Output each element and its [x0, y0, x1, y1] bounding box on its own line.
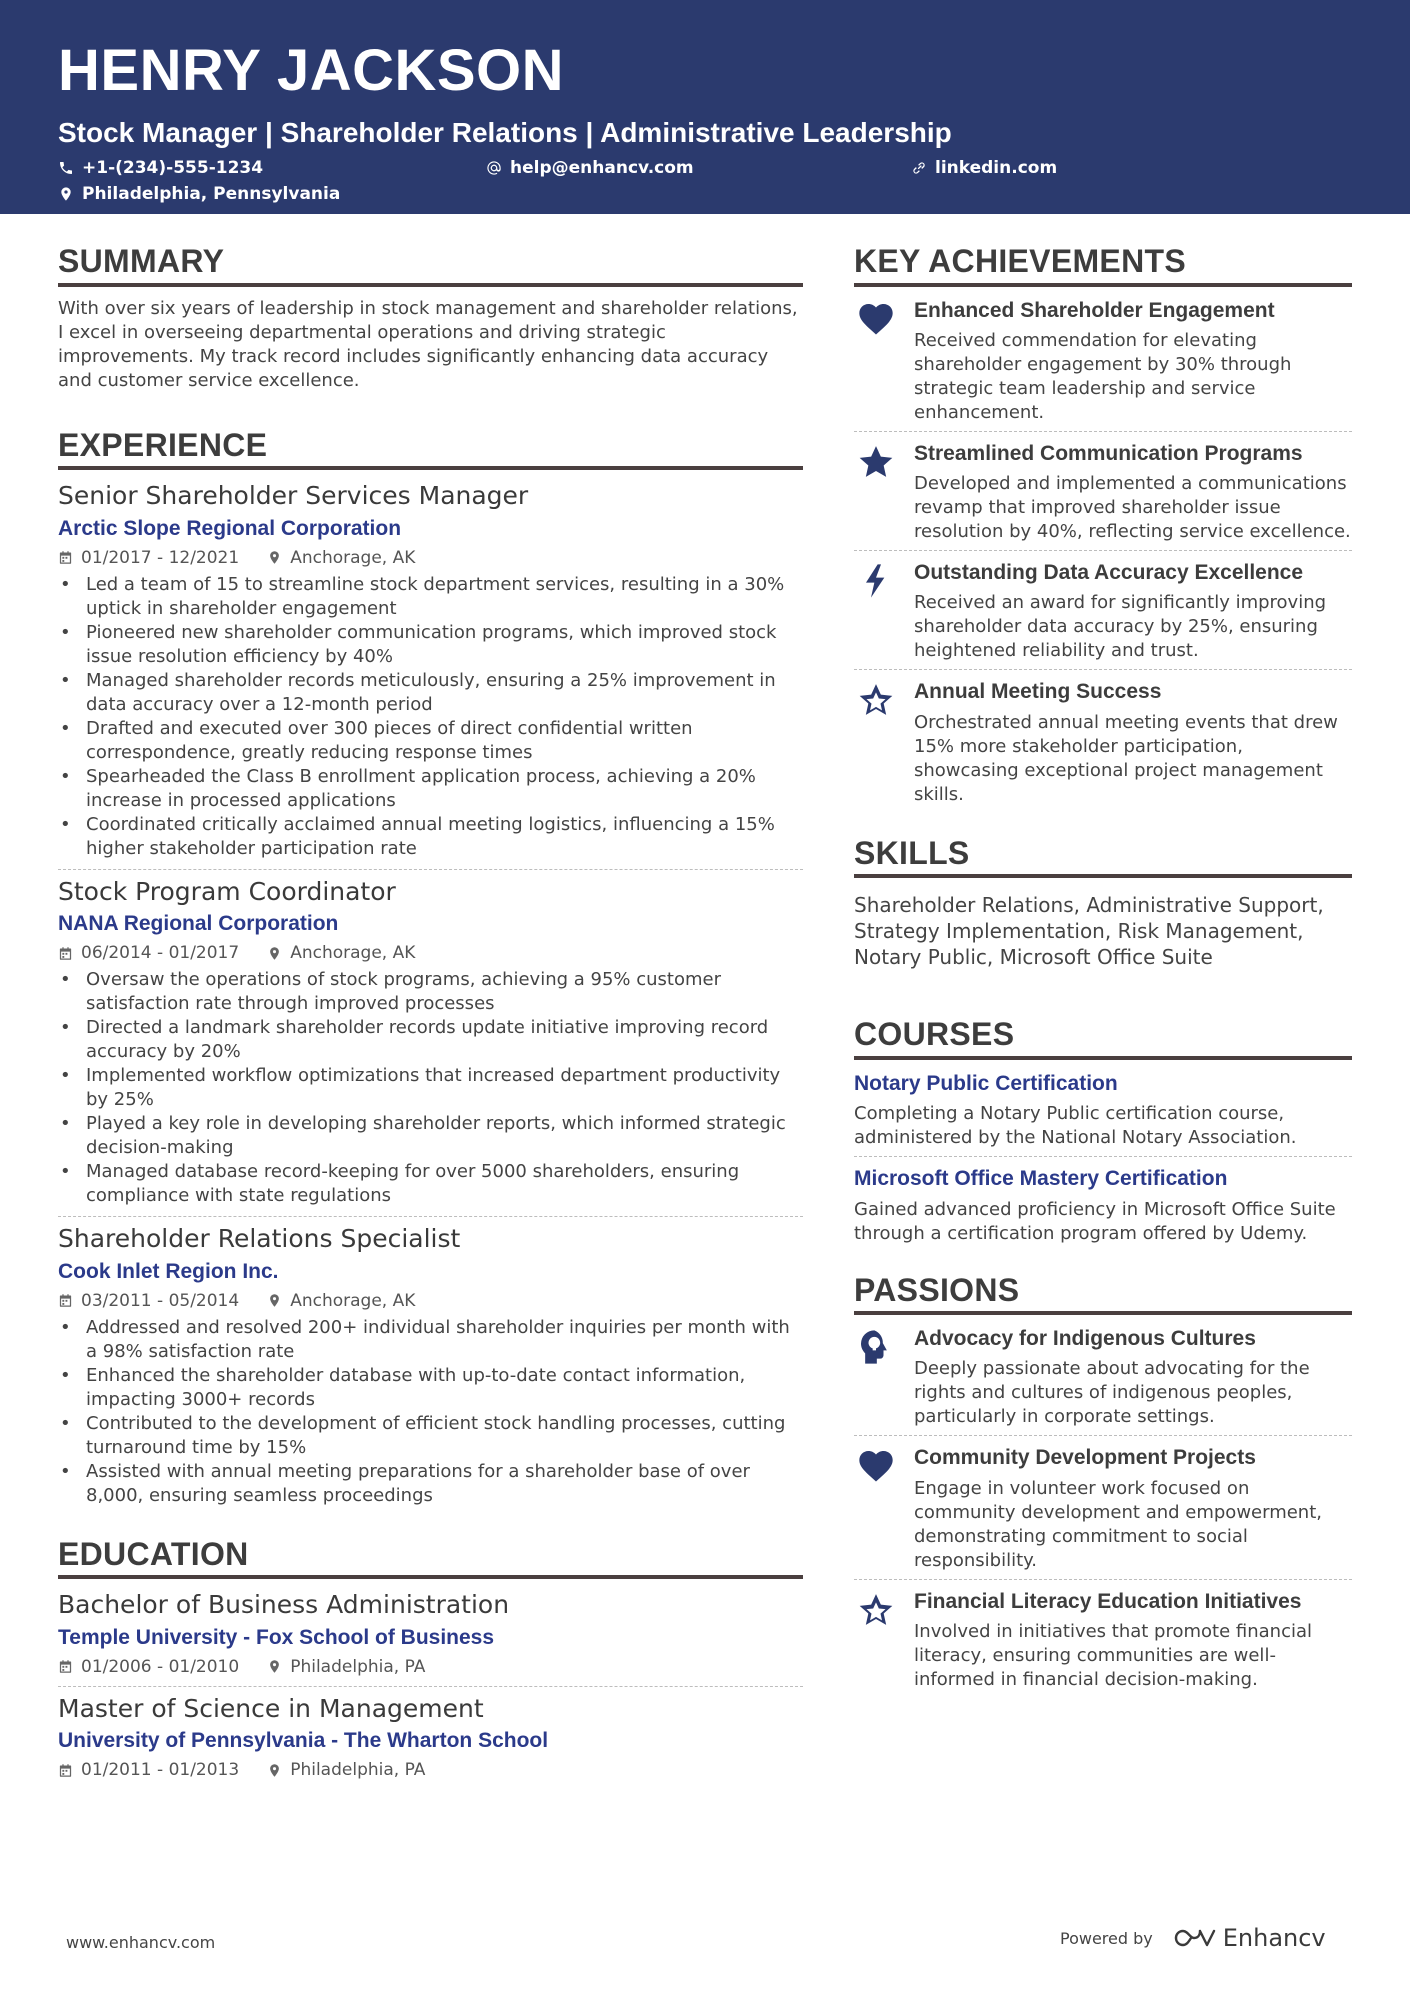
link-icon	[911, 160, 927, 176]
divider	[854, 669, 1352, 670]
passion-icon-wrap	[854, 1444, 898, 1572]
star-icon	[856, 442, 896, 482]
achievement-desc: Orchestrated annual meeting events that drew 15% more stakeholder participation, showcasing exceptional project management skills.	[914, 711, 1338, 805]
dates-text: 06/2014 - 01/2017	[81, 943, 240, 964]
location-text: Philadelphia, Pennsylvania	[82, 183, 341, 204]
bullet-item: • Managed shareholder records meticulously, ensuring a 25% improvement in data accuracy over a 12-month period	[58, 669, 803, 717]
bullet-item: • Oversaw the operations of stock programs, achieving a 95% customer satisfaction rate through improved processes	[58, 968, 803, 1016]
location-pin-icon	[267, 1293, 282, 1308]
location-text: Anchorage, AK	[290, 547, 416, 568]
achievement-title: Outstanding Data Accuracy Excellence	[914, 561, 1304, 585]
calendar-icon	[58, 946, 73, 961]
passion-desc: Deeply passionate about advocating for the rights and cultures of indigenous peoples, particularly in corporate settings.	[914, 1358, 1310, 1428]
divider	[58, 869, 803, 870]
achievement-item	[854, 559, 1352, 663]
course-title: Notary Public Certification	[854, 1071, 1118, 1095]
location-text: Anchorage, AK	[290, 943, 416, 964]
school-name: University of Pennsylvania - The Wharton School	[58, 1729, 549, 1753]
at-sign-icon	[486, 160, 502, 176]
summary-text: With over six years of leadership in stock management and shareholder relations, I excel in overseeing departmental operations and driving strategic improvements. My track record includes significantly enhancing data accuracy and customer service excellence.	[58, 297, 798, 391]
bullet-item: • Played a key role in developing shareholder reports, which informed strategic decision-making	[58, 1112, 803, 1160]
contact-row	[58, 158, 1352, 184]
passion-title: Financial Literacy Education Initiatives	[914, 1589, 1302, 1613]
company-name: NANA Regional Corporation	[58, 912, 339, 936]
bullet-item: • Spearheaded the Class B enrollment application process, achieving a 20% increase in processed applications	[58, 765, 803, 813]
passion-icon-wrap	[854, 1325, 898, 1429]
job-meta	[58, 1290, 803, 1312]
divider	[58, 1686, 803, 1687]
job-bullets	[58, 1316, 803, 1508]
footer-branding	[1060, 1924, 1326, 1952]
job-title: Shareholder Relations Specialist	[58, 1224, 461, 1254]
achievement-desc: Received an award for significantly improving shareholder data accuracy by 25%, ensuring heightened reliability and trust.	[914, 592, 1327, 662]
course-title: Microsoft Office Mastery Certification	[854, 1167, 1228, 1191]
education-location	[267, 1760, 425, 1780]
achievement-icon-wrap	[854, 678, 898, 806]
location-pin-icon	[267, 550, 282, 565]
course-desc: Gained advanced proficiency in Microsoft Office Suite through a certification program offered by Udemy.	[854, 1198, 1336, 1244]
location-row	[58, 184, 1352, 210]
calendar-icon	[58, 1659, 73, 1674]
brand-name: Enhancv	[1222, 1924, 1326, 1952]
achievement-title: Annual Meeting Success	[914, 680, 1162, 704]
location-contact	[58, 184, 340, 204]
linkedin-contact[interactable]	[911, 158, 1057, 178]
bullet-item: • Implemented workflow optimizations that increased department productivity by 25%	[58, 1064, 803, 1112]
job-dates	[58, 943, 239, 963]
education-dates	[58, 1760, 239, 1780]
heart-icon	[856, 1446, 896, 1486]
divider	[854, 1435, 1352, 1436]
job-meta	[58, 547, 803, 569]
education-meta	[58, 1759, 803, 1781]
divider	[854, 550, 1352, 551]
calendar-icon	[58, 550, 73, 565]
linkedin-text: linkedin.com	[935, 157, 1058, 178]
degree-title: Master of Science in Management	[58, 1693, 484, 1723]
achievement-title: Enhanced Shareholder Engagement	[914, 298, 1275, 322]
degree-title: Bachelor of Business Administration	[58, 1590, 510, 1620]
location-pin-icon	[58, 186, 74, 202]
job-title: Senior Shareholder Services Manager	[58, 481, 529, 511]
dates-text: 01/2006 - 01/2010	[81, 1656, 240, 1677]
left-column	[58, 245, 803, 1781]
passion-item	[854, 1325, 1352, 1429]
email-contact[interactable]	[486, 158, 694, 178]
experience-entry	[58, 480, 803, 861]
passion-desc: Involved in initiatives that promote financial literacy, ensuring communities are well-informed in financial decision-making.	[914, 1621, 1313, 1691]
bullet-item: • Managed database record-keeping for over 5000 shareholders, ensuring compliance with state regulations	[58, 1160, 803, 1208]
location-text: Philadelphia, PA	[290, 1656, 426, 1677]
achievement-desc: Received commendation for elevating shareholder engagement by 30% through strategic team leadership and service enhancement.	[914, 329, 1292, 423]
education-entry	[58, 1693, 803, 1782]
job-meta	[58, 942, 803, 964]
achievement-item	[854, 678, 1352, 806]
divider	[58, 1216, 803, 1217]
achievement-icon-wrap	[854, 440, 898, 544]
resume-header	[0, 0, 1410, 214]
bullet-item: • Assisted with annual meeting preparations for a shareholder base of over 8,000, ensuring seamless proceedings	[58, 1460, 803, 1508]
achievement-desc: Developed and implemented a communications revamp that improved shareholder issue resolution by 40%, reflecting service excellence.	[914, 473, 1351, 543]
job-title: Stock Program Coordinator	[58, 876, 396, 906]
email-text: help@enhancv.com	[510, 157, 694, 178]
bullet-item: • Pioneered new shareholder communication programs, which improved stock issue resolution efficiency by 40%	[58, 621, 803, 669]
skills-heading: SKILLS	[854, 837, 1352, 879]
course-item	[854, 1070, 1352, 1150]
location-pin-icon	[267, 1763, 282, 1778]
passion-title: Community Development Projects	[914, 1446, 1256, 1470]
powered-by-text: Powered by	[1060, 1928, 1153, 1948]
achievement-item	[854, 297, 1352, 425]
job-bullets	[58, 573, 803, 861]
passions-heading: PASSIONS	[854, 1274, 1352, 1316]
phone-text: +1-(234)-555-1234	[82, 157, 264, 178]
location-pin-icon	[267, 1659, 282, 1674]
company-name: Arctic Slope Regional Corporation	[58, 516, 402, 540]
divider	[854, 1579, 1352, 1580]
divider	[854, 431, 1352, 432]
enhancv-logo[interactable]	[1173, 1924, 1326, 1952]
bullet-item: • Enhanced the shareholder database with up-to-date contact information, impacting 3000+ records	[58, 1364, 803, 1412]
footer-website[interactable]: www.enhancv.com	[66, 1933, 216, 1952]
achievement-item	[854, 440, 1352, 544]
location-pin-icon	[267, 946, 282, 961]
enhancv-logo-icon	[1173, 1926, 1217, 1950]
achievements-heading: KEY ACHIEVEMENTS	[854, 245, 1352, 287]
skills-text: Shareholder Relations, Administrative Support, Strategy Implementation, Risk Management, Notary Public, Microsoft Office Suite	[854, 893, 1324, 970]
job-bullets	[58, 968, 803, 1208]
phone-contact[interactable]	[58, 158, 263, 178]
bullet-item: • Drafted and executed over 300 pieces of direct confidential written correspondence, greatly reducing response times	[58, 717, 803, 765]
courses-heading: COURSES	[854, 1018, 1352, 1060]
summary-heading: SUMMARY	[58, 245, 803, 287]
achievement-icon-wrap	[854, 297, 898, 425]
achievement-icon-wrap	[854, 559, 898, 663]
job-location	[267, 943, 415, 963]
bullet-item: • Led a team of 15 to streamline stock department services, resulting in a 30% uptick in shareholder engagement	[58, 573, 803, 621]
achievement-title: Streamlined Communication Programs	[914, 441, 1303, 465]
right-column	[854, 245, 1352, 1692]
dates-text: 01/2011 - 01/2013	[81, 1760, 240, 1781]
education-heading: EDUCATION	[58, 1538, 803, 1580]
education-dates	[58, 1657, 239, 1677]
heart-icon	[856, 299, 896, 339]
job-location	[267, 548, 415, 568]
bullet-item: • Addressed and resolved 200+ individual shareholder inquiries per month with a 98% satisfaction rate	[58, 1316, 803, 1364]
location-text: Philadelphia, PA	[290, 1760, 426, 1781]
candidate-name: HENRY JACKSON	[58, 38, 565, 103]
course-item	[854, 1165, 1352, 1245]
job-dates	[58, 1291, 239, 1311]
bullet-item: • Contributed to the development of efficient stock handling processes, cutting turnaround time by 15%	[58, 1412, 803, 1460]
job-location	[267, 1291, 415, 1311]
bullet-item: • Coordinated critically acclaimed annual meeting logistics, influencing a 15% higher stakeholder participation rate	[58, 813, 803, 861]
passion-desc: Engage in volunteer work focused on community development and empowerment, demonstrating commitment to social responsibility.	[914, 1477, 1322, 1571]
education-meta	[58, 1656, 803, 1678]
headline: Stock Manager | Shareholder Relations | Administrative Leadership	[58, 117, 952, 148]
star-outline-icon	[856, 680, 896, 720]
star-outline-icon	[856, 1590, 896, 1630]
experience-heading: EXPERIENCE	[58, 429, 803, 471]
course-desc: Completing a Notary Public certification course, administered by the National Notary Association.	[854, 1103, 1297, 1149]
school-name: Temple University - Fox School of Business	[58, 1625, 495, 1649]
location-text: Anchorage, AK	[290, 1290, 416, 1311]
education-location	[267, 1657, 425, 1677]
experience-entry	[58, 1223, 803, 1508]
dates-text: 01/2017 - 12/2021	[81, 547, 240, 568]
company-name: Cook Inlet Region Inc.	[58, 1259, 279, 1283]
calendar-icon	[58, 1293, 73, 1308]
job-dates	[58, 548, 239, 568]
passion-item	[854, 1444, 1352, 1572]
head-idea-icon	[856, 1327, 896, 1367]
lightning-bolt-icon	[856, 561, 896, 601]
dates-text: 03/2011 - 05/2014	[81, 1290, 240, 1311]
calendar-icon	[58, 1763, 73, 1778]
divider	[854, 1156, 1352, 1157]
bullet-item: • Directed a landmark shareholder records update initiative improving record accuracy by 20%	[58, 1016, 803, 1064]
passion-title: Advocacy for Indigenous Cultures	[914, 1327, 1256, 1351]
experience-entry	[58, 876, 803, 1209]
education-entry	[58, 1589, 803, 1678]
passion-icon-wrap	[854, 1588, 898, 1692]
passion-item	[854, 1588, 1352, 1692]
phone-icon	[58, 160, 74, 176]
